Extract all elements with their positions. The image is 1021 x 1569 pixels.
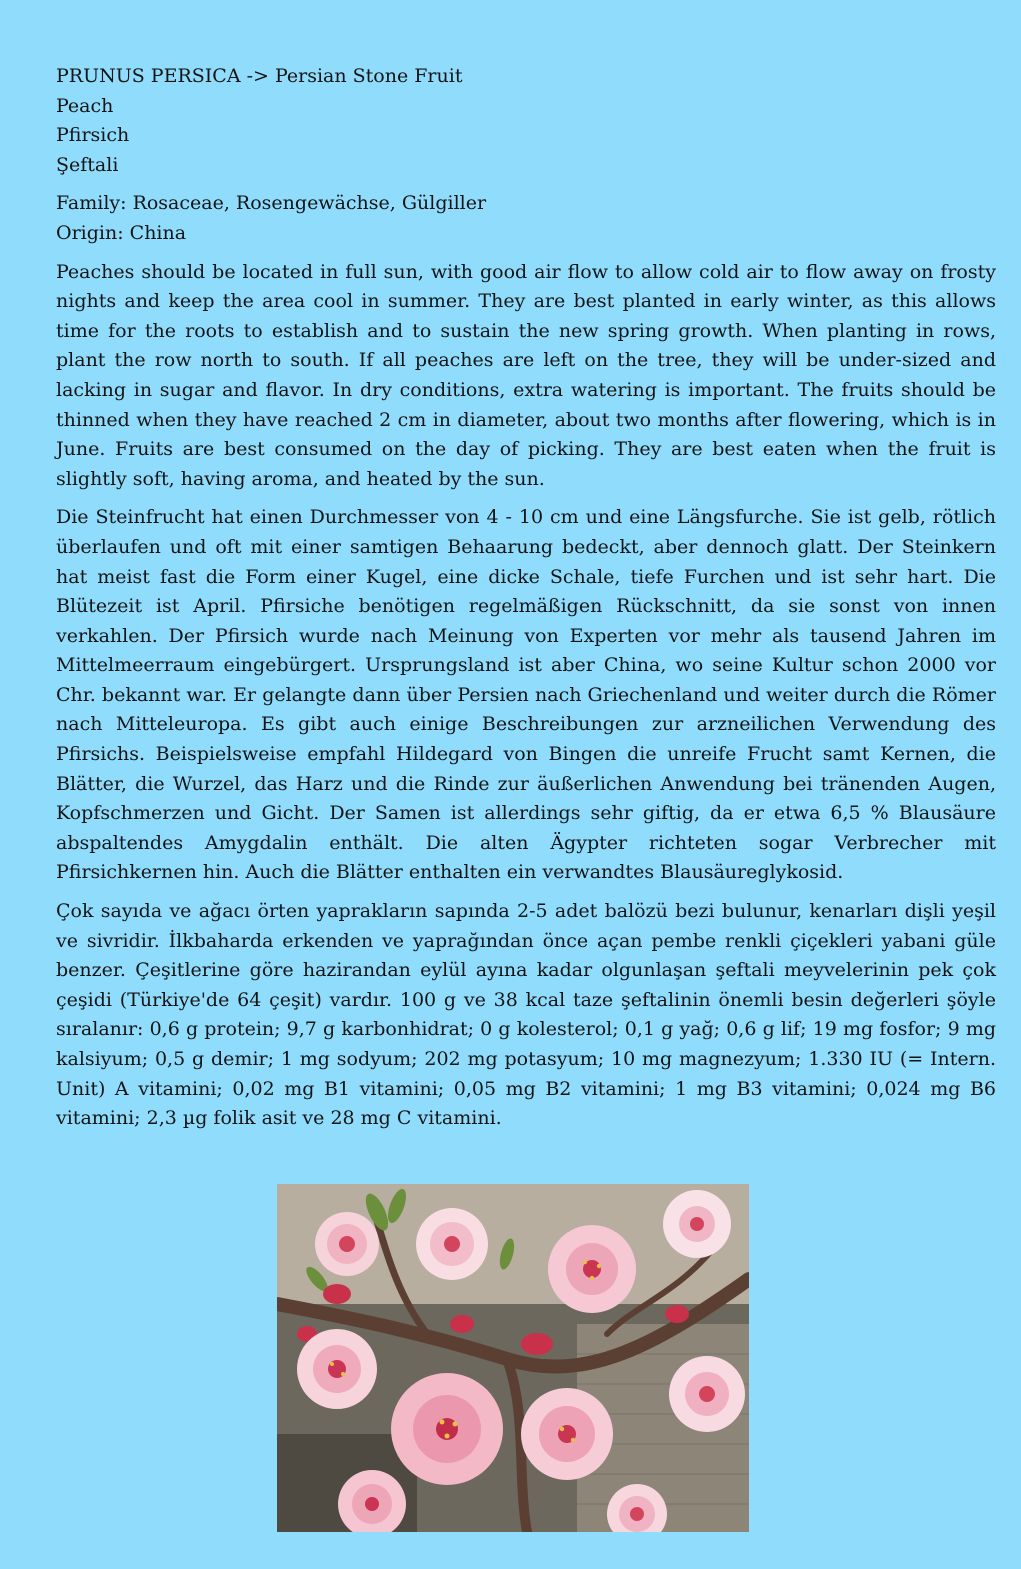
peach-blossom-photo xyxy=(277,1184,749,1532)
paragraph-german: Die Steinfrucht hat einen Durchmesser von 4 - 10 cm und eine Längsfurche. Sie ist gelb, rötlich überlaufen und oft mit einer samtigen Behaarung bedeckt, aber dennoch glatt. Der Steinkern hat meist fast die Form einer Kugel, eine dicke Schale, tiefe Furchen und ist sehr hart. Die Blütezeit ist April. Pfirsiche benötigen regelmäßigen Rückschnitt, da sie sonst von innen verkahlen. Der Pfirsich wurde nach Meinung von Experten vor mehr als tausend Jahren im Mittelmeerraum eingebürgert. Ursprungsland ist aber China, wo seine Kultur schon 2000 vor Chr. bekannt war. Er gelangte dann über Persien nach Griechenland und weiter durch die Römer nach Mitteleuropa. Es gibt auch einige Beschreibungen zur arzneilichen Verwendung des Pfirsichs. Beispielsweise empfahl Hildegard von Bingen die unreife Frucht samt Kernen, die Blätter, die Wurzel, das Harz und die Rinde zur äußerlichen Anwendung bei tränenden Augen, Kopfschmerzen und Gicht. Der Samen ist allerdings sehr giftig, da er etwa 6,5 % Blausäure abspaltendes Amygdalin enthält. Die alten Ägypter richteten sogar Verbrecher mit Pfirsichkernen hin. Auch die Blätter enthalten ein verwandtes Blausäureglykosid. xyxy=(56,506,996,884)
paragraph-english: Peaches should be located in full sun, with good air flow to allow cold air to flow away on frosty nights and keep the area cool in summer. They are best planted in early winter, as this allows time for the roots to establish and to sustain the new spring growth. When planting in rows, plant the row north to south. If all peaches are left on the tree, they will be under-sized and lacking in sugar and flavor. In dry conditions, extra watering is important. The fruits should be thinned when they have reached 2 cm in diameter, about two months after flowering, which is in June. Fruits are best consumed on the day of picking. They are best eaten when the fruit is slightly soft, having aroma, and heated by the sun. xyxy=(56,260,996,490)
meta-block xyxy=(56,189,996,248)
title-block xyxy=(56,62,996,180)
document-page xyxy=(56,62,996,1143)
name-english: Peach xyxy=(56,94,114,117)
origin-line: Origin: China xyxy=(56,221,187,244)
family-line: Family: Rosaceae, Rosengewächse, Gülgiller xyxy=(56,192,487,215)
name-german: Pfirsich xyxy=(56,124,130,147)
name-turkish: Şeftali xyxy=(56,153,119,176)
paragraph-turkish: Çok sayıda ve ağacı örten yaprakların sapında 2-5 adet balözü bezi bulunur, kenarları dişli yeşil ve sivridir. İlkbaharda erkenden ve yaprağından önce açan pembe renkli çiçekleri yabani güle benzer. Çeşitlerine göre hazirandan eylül ayına kadar olgunlaşan şeftali meyvelerinin pek çok çeşidi (Türkiye'de 64 çeşit) vardır. 100 g ve 38 kcal taze şeftalinin önemli besin değerleri şöyle sıralanır: 0,6 g protein; 9,7 g karbonhidrat; 0 g kolesterol; 0,1 g yağ; 0,6 g lif; 19 mg fosfor; 9 mg kalsiyum; 0,5 g demir; 1 mg sodyum; 202 mg potasyum; 10 mg magnezyum; 1.330 IU (= Intern. Unit) A vitamini; 0,02 mg B1 vitamini; 0,05 mg B2 vitamini; 1 mg B3 vitamini; 0,024 mg B6 vitamini; 2,3 µg folik asit ve 28 mg C vitamini. xyxy=(56,900,996,1130)
botanical-title: PRUNUS PERSICA -> Persian Stone Fruit xyxy=(56,65,463,87)
